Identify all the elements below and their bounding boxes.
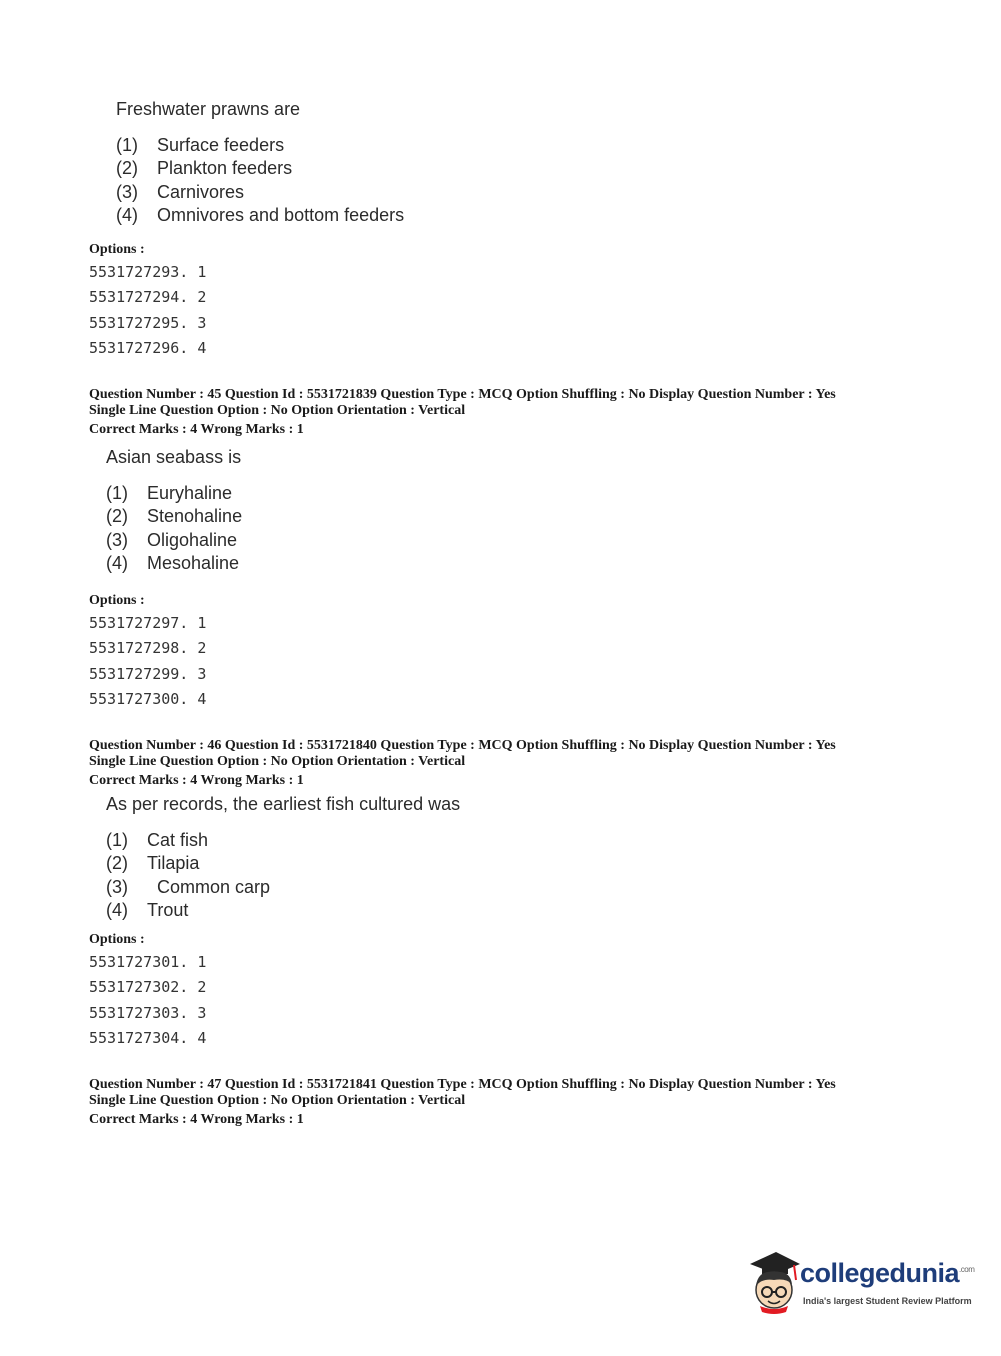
question-45-meta-line2: Single Line Question Option : No Option Orientation : Vertical — [89, 402, 466, 418]
question-46-stem: As per records, the earliest fish cultured was — [106, 794, 461, 814]
mascot-icon — [742, 1250, 802, 1318]
question-45-meta — [89, 387, 836, 438]
question-47-meta — [89, 1077, 836, 1128]
question-45-marks: Correct Marks : 4 Wrong Marks : 1 — [89, 422, 304, 437]
question-44-image — [116, 99, 404, 227]
question-46-choice-1: (1) Cat fish — [106, 830, 209, 850]
question-45-choice-4: (4) Mesohaline — [106, 552, 240, 573]
option-id: 5531727304. 4 — [89, 1029, 207, 1048]
question-46-meta-line2: Single Line Question Option : No Option Orientation : Vertical — [89, 753, 466, 769]
question-46-meta — [89, 738, 836, 789]
option-id: 5531727302. 2 — [89, 978, 207, 997]
option-id: 5531727300. 4 — [89, 690, 207, 709]
question-44-choice-3: (3) Carnivores — [116, 181, 245, 202]
question-46-image — [106, 794, 460, 922]
option-id: 5531727296. 4 — [89, 339, 207, 358]
question-47-marks: Correct Marks : 4 Wrong Marks : 1 — [89, 1112, 304, 1127]
question-44-choice-2: (2) Plankton feeders — [116, 158, 293, 179]
options-label: Options : — [89, 242, 145, 257]
option-id: 5531727301. 1 — [89, 953, 207, 971]
option-id: 5531727294. 2 — [89, 288, 207, 307]
question-44-options — [89, 242, 206, 362]
question-46-choice-2: (2) Tilapia — [106, 853, 200, 874]
option-id: 5531727298. 2 — [89, 639, 207, 658]
question-46-marks: Correct Marks : 4 Wrong Marks : 1 — [89, 773, 304, 788]
question-47-meta-line2: Single Line Question Option : No Option Orientation : Vertical — [89, 1092, 466, 1108]
question-46-meta-line1: Question Number : 46 Question Id : 5531721840 Question Type : MCQ Option Shuffling : No Display Question Number : Yes — [89, 738, 836, 753]
question-47-meta-line1: Question Number : 47 Question Id : 5531721841 Question Type : MCQ Option Shuffling : No Display Question Number : Yes — [89, 1077, 836, 1092]
logo-tagline: India's largest Student Review Platform — [803, 1296, 972, 1306]
question-46-options — [89, 932, 206, 1052]
question-46-choice-4: (4) Trout — [106, 899, 189, 920]
option-id: 5531727303. 3 — [89, 1003, 207, 1022]
option-id: 5531727297. 1 — [89, 614, 207, 632]
option-id: 5531727299. 3 — [89, 664, 207, 683]
option-id: 5531727293. 1 — [89, 263, 207, 281]
question-45-image — [106, 447, 242, 575]
collegedunia-logo — [742, 1250, 975, 1318]
question-44-choice-1: (1) Surface feeders — [116, 135, 285, 155]
logo-wordmark: collegedunia$^{.com}$ — [800, 1258, 975, 1288]
question-45-options — [89, 593, 206, 713]
option-id: 5531727295. 3 — [89, 313, 207, 332]
question-44-stem: Freshwater prawns are — [116, 99, 301, 119]
question-44-choice-4: (4) Omnivores and bottom feeders — [116, 204, 405, 225]
question-46-choice-3: (3) Common carp — [106, 876, 271, 897]
question-45-choice-1: (1) Euryhaline — [106, 483, 233, 503]
question-45-meta-line1: Question Number : 45 Question Id : 5531721839 Question Type : MCQ Option Shuffling : No Display Question Number : Yes — [89, 387, 836, 402]
question-45-choice-3: (3) Oligohaline — [106, 529, 238, 550]
options-label: Options : — [89, 593, 145, 608]
options-label: Options : — [89, 932, 145, 947]
question-45-stem: Asian seabass is — [106, 447, 242, 467]
question-45-choice-2: (2) Stenohaline — [106, 506, 243, 527]
